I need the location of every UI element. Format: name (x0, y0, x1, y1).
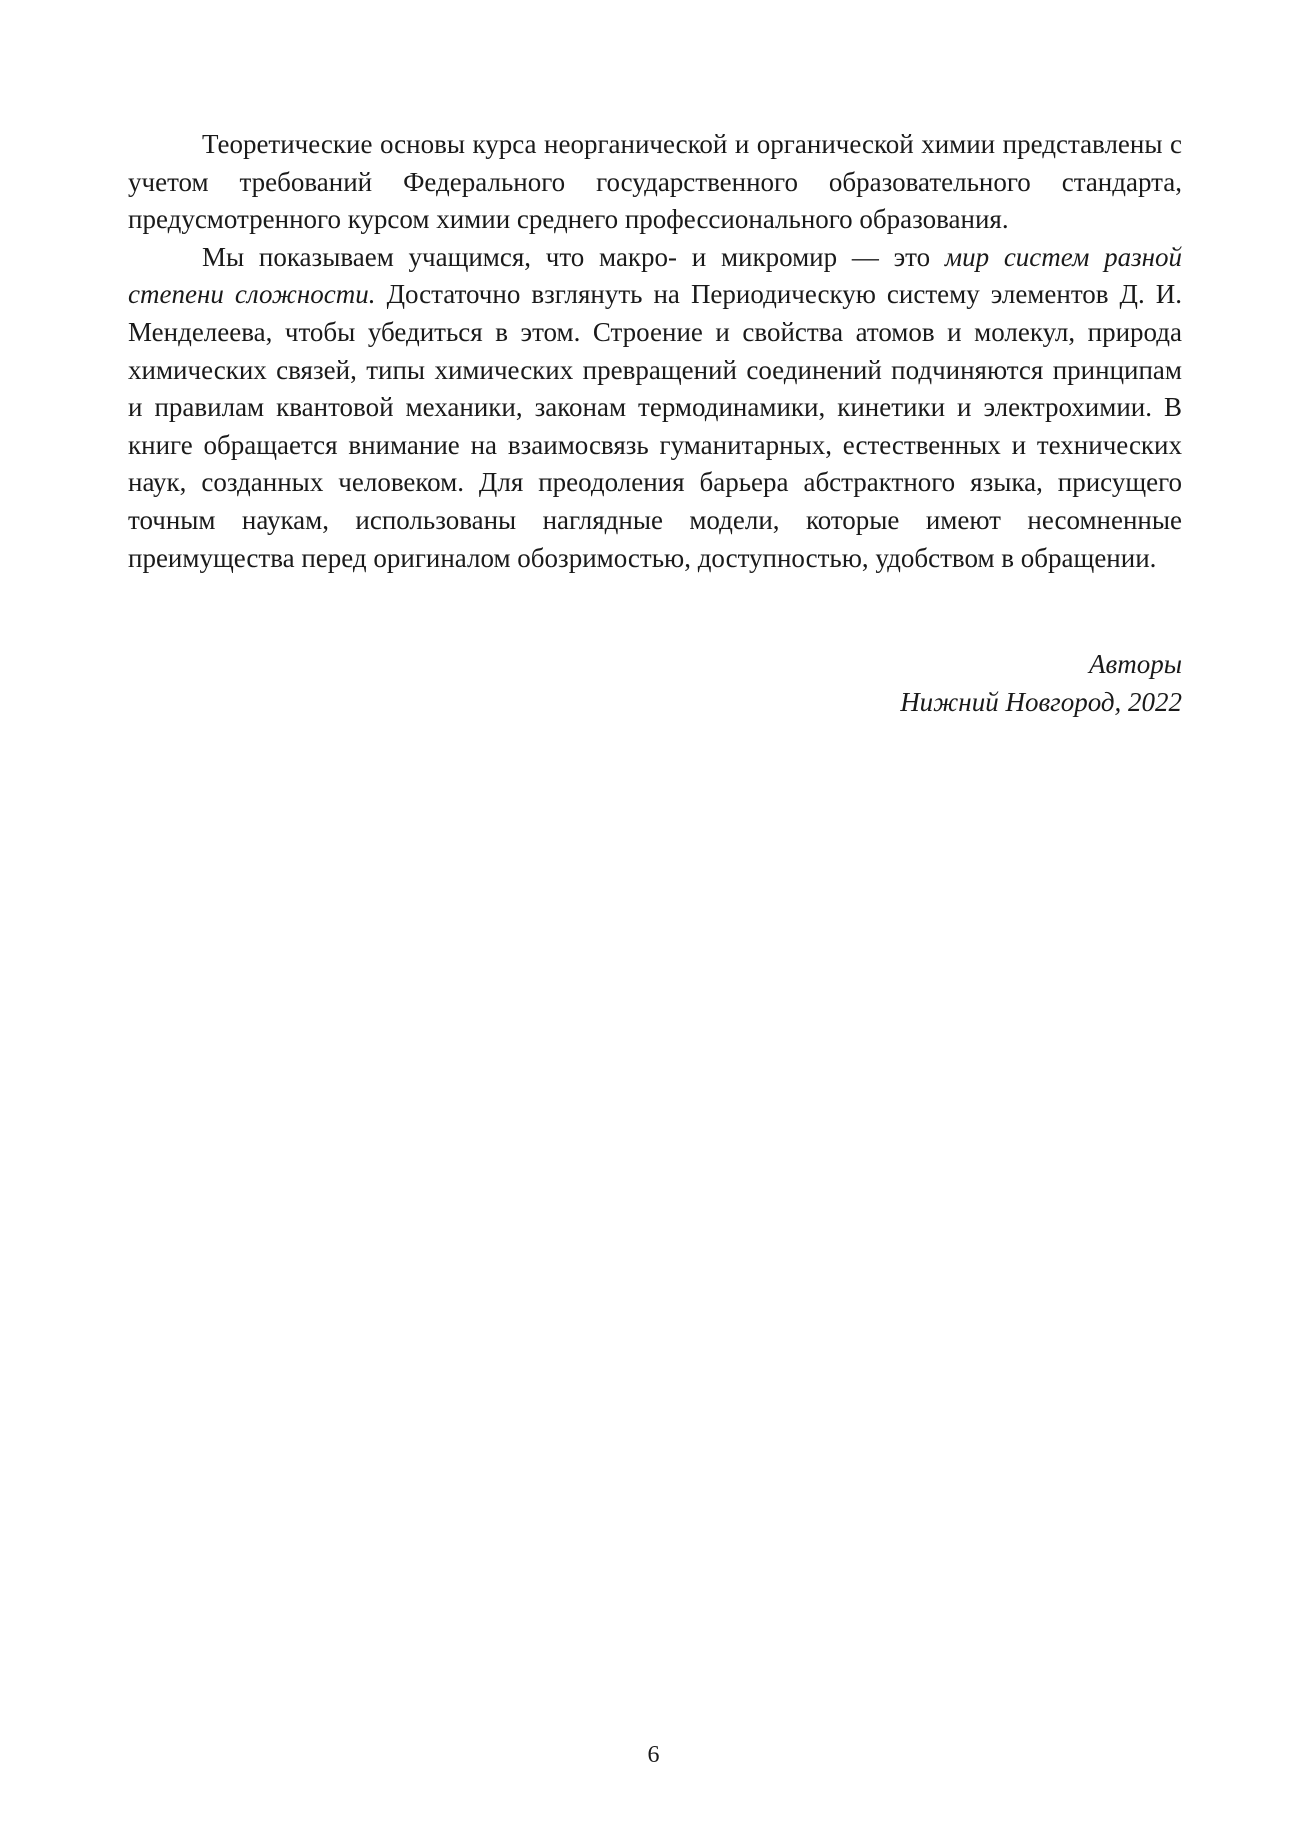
paragraph-main (128, 239, 1182, 577)
paragraph-main-rest: Достаточно взглянуть на Периодическую систему элементов Д. И. Менделеева, чтобы убедиться в этом. Строение и свойства атомов и молекул, природа химических связей, типы химических превращений соединений подчиняются принципам и правилам квантовой механики, законам термодинамики, кинетики и электрохимии. В книге обращается внимание на взаимосвязь гуманитарных, естественных и технических наук, созданных человеком. Для преодоления барьера абстрактного языка, присущего точным наукам, использованы наглядные модели, которые имеют несомненные преимущества перед оригиналом обозримостью, доступностью, удобством в обращении. (128, 279, 1182, 573)
signature-authors: Авторы (1089, 649, 1182, 679)
page-number: 6 (647, 1742, 660, 1768)
paragraph-intro (128, 126, 1182, 239)
paragraph-main-italic: мир систем разной степени сложности. (128, 241, 1182, 310)
body-text (128, 126, 1182, 577)
paragraph-main-lead: Мы показываем учащимся, что макро- и микромир — это (202, 241, 945, 272)
signature-place-year: Нижний Новгород, 2022 (900, 686, 1182, 717)
paragraph-intro-text: Теоретические основы курса неорганической и органической химии представлены с учетом требований Федерального государственного образовательного стандарта, предусмотренного курсом химии среднего профессионального образования. (128, 129, 1182, 235)
signature-block (900, 646, 1182, 721)
